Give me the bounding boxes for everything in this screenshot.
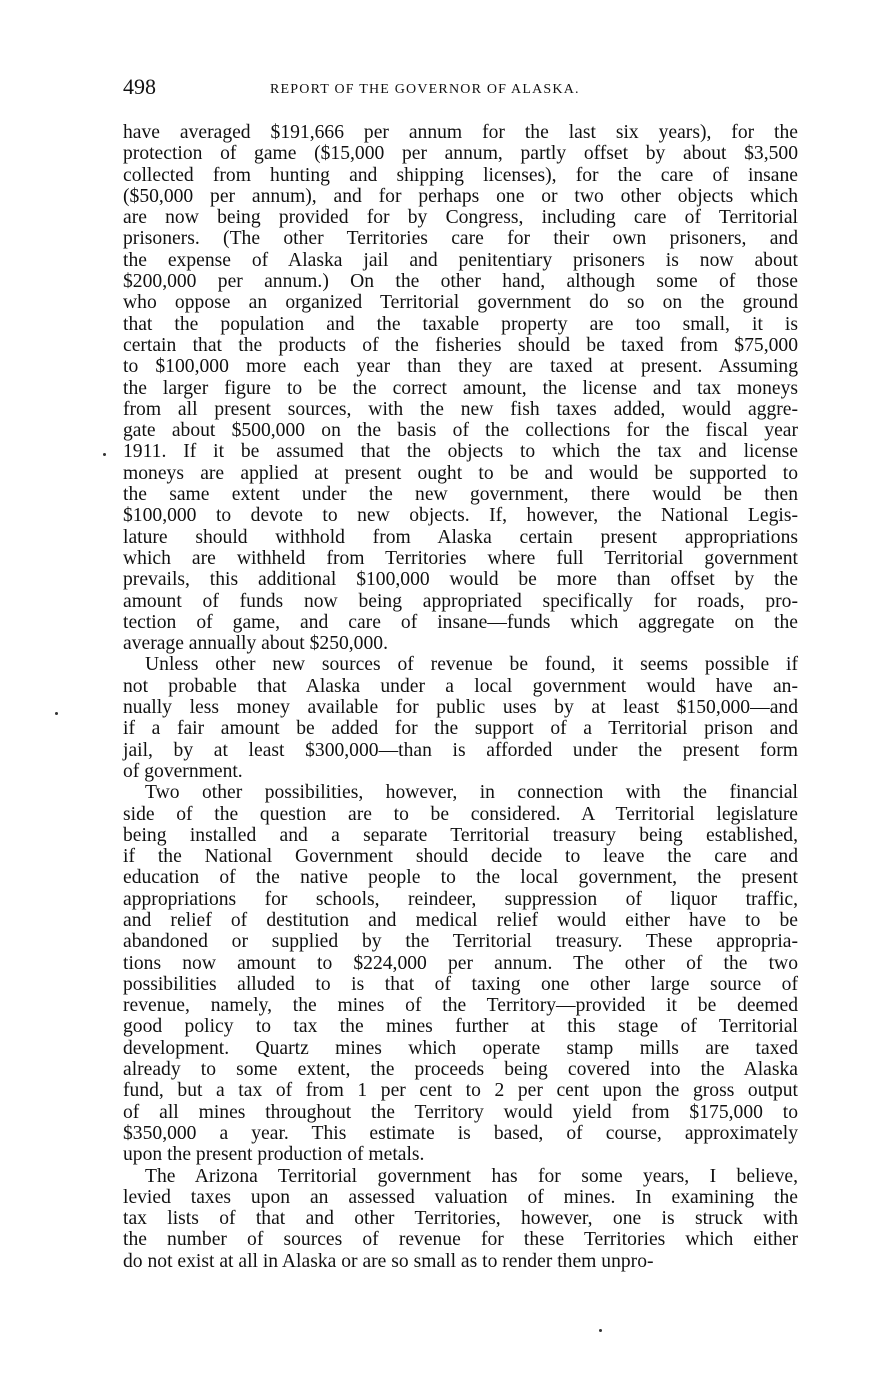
text-line: collected from hunting and shipping licenses), for the care of insane [123,164,798,186]
text-line: not probable that Alaska under a local government would have an- [123,675,798,697]
text-line: have averaged $191,666 per annum for the last six years), for the [123,122,798,143]
text-line: prevails, this additional $100,000 would be more than offset by the [123,569,798,591]
text-line: tection of game, and care of insane—funds which aggregate on the [123,611,798,633]
text-line: ($50,000 per annum), and for perhaps one or two other objects which [123,185,798,207]
text-line: of government. [123,760,243,782]
text-line: tions now amount to $224,000 per annum. The other of the two [123,952,798,974]
text-line: and relief of destitution and medical relief would either have to be [123,909,798,931]
text-line: development. Quartz mines which operate stamp mills are taxed [123,1037,798,1059]
text-line: are now being provided for by Congress, including care of Territorial [123,207,798,229]
text-line: already to some extent, the proceeds being covered into the Alaska [123,1059,798,1081]
paragraph [123,782,798,1165]
page-header [123,74,798,104]
text-line: jail, by at least $300,000—than is afforded under the present form [123,739,798,761]
text-line: which are withheld from Territories where full Territorial government [123,547,798,569]
text-line: upon the present production of metals. [123,1144,425,1166]
text-line: education of the native people to the local government, the present [123,867,798,889]
text-line: the larger figure to be the correct amount, the license and tax moneys [123,377,798,399]
text-line: appropriations for schools, reindeer, suppression of liquor traffic, [123,888,798,910]
text-line: revenue, namely, the mines of the Territory—provided it be deemed [123,995,798,1017]
text-line: good policy to tax the mines further at this stage of Territorial [123,1016,798,1038]
page-number: 498 [123,74,156,99]
paragraph [123,654,798,782]
text-line: $200,000 per annum.) On the other hand, although some of those [123,271,798,293]
text-line: if the National Government should decide to leave the care and [123,846,798,868]
text-line: gate about $500,000 on the basis of the collections for the fiscal year [123,420,798,442]
text-line: the same extent under the new government, there would be then [123,484,798,506]
text-line: Two other possibilities, however, in connection with the financial [145,782,798,804]
running-head: REPORT OF THE GOVERNOR OF ALASKA. [270,82,580,97]
text-line: from all present sources, with the new fish taxes added, would aggre- [123,398,798,420]
paragraph [123,1166,798,1272]
text-line: abandoned or supplied by the Territorial treasury. These appropria- [123,931,798,953]
body-text [123,122,798,1272]
text-line: $100,000 to devote to new objects. If, however, the National Legis- [123,505,798,527]
text-line: Unless other new sources of revenue be found, it seems possible if [145,654,798,676]
text-line: $350,000 a year. This estimate is based, of course, approximately [123,1122,798,1144]
text-line: being installed and a separate Territorial treasury being established, [123,824,798,846]
text-line: fund, but a tax of from 1 per cent to 2 per cent upon the gross output [123,1080,798,1102]
text-line: to $100,000 more each year than they are taxed at present. Assuming [123,356,798,378]
text-line: levied taxes upon an assessed valuation of mines. In examining the [123,1186,798,1208]
scan-speck [599,1329,602,1332]
scan-speck [103,453,106,456]
text-line: prisoners. (The other Territories care for their own prisoners, and [123,228,798,250]
text-line: that the population and the taxable property are too small, it is [123,313,798,335]
text-line: average annually about $250,000. [123,633,388,655]
text-line: do not exist at all in Alaska or are so small as to render them unpro- [123,1250,654,1272]
text-line: 1911. If it be assumed that the objects to which the tax and license [123,441,798,463]
text-line: protection of game ($15,000 per annum, partly offset by about $3,500 [123,143,798,165]
scan-speck [55,712,58,715]
text-line: The Arizona Territorial government has for some years, I believe, [145,1165,798,1187]
text-line: possibilities alluded to is that of taxing one other large source of [123,973,798,995]
text-line: the expense of Alaska jail and penitentiary prisoners is now about [123,249,798,271]
text-line: who oppose an organized Territorial government do so on the ground [123,292,798,314]
text-line: moneys are applied at present ought to be and would be supported to [123,462,798,484]
text-line: certain that the products of the fisheries should be taxed from $75,000 [123,334,798,356]
text-line: lature should withhold from Alaska certain present appropriations [123,526,798,548]
text-line: of all mines throughout the Territory would yield from $175,000 to [123,1101,798,1123]
text-line: if a fair amount be added for the support of a Territorial prison and [123,718,798,740]
text-line: amount of funds now being appropriated specifically for roads, pro- [123,590,798,612]
text-line: tax lists of that and other Territories, however, one is struck with [123,1208,798,1230]
text-line: nually less money available for public uses by at least $150,000—and [123,697,798,719]
text-line: side of the question are to be considered. A Territorial legislature [123,803,798,825]
paragraph [123,122,798,654]
text-line: the number of sources of revenue for these Territories which either [123,1229,798,1251]
